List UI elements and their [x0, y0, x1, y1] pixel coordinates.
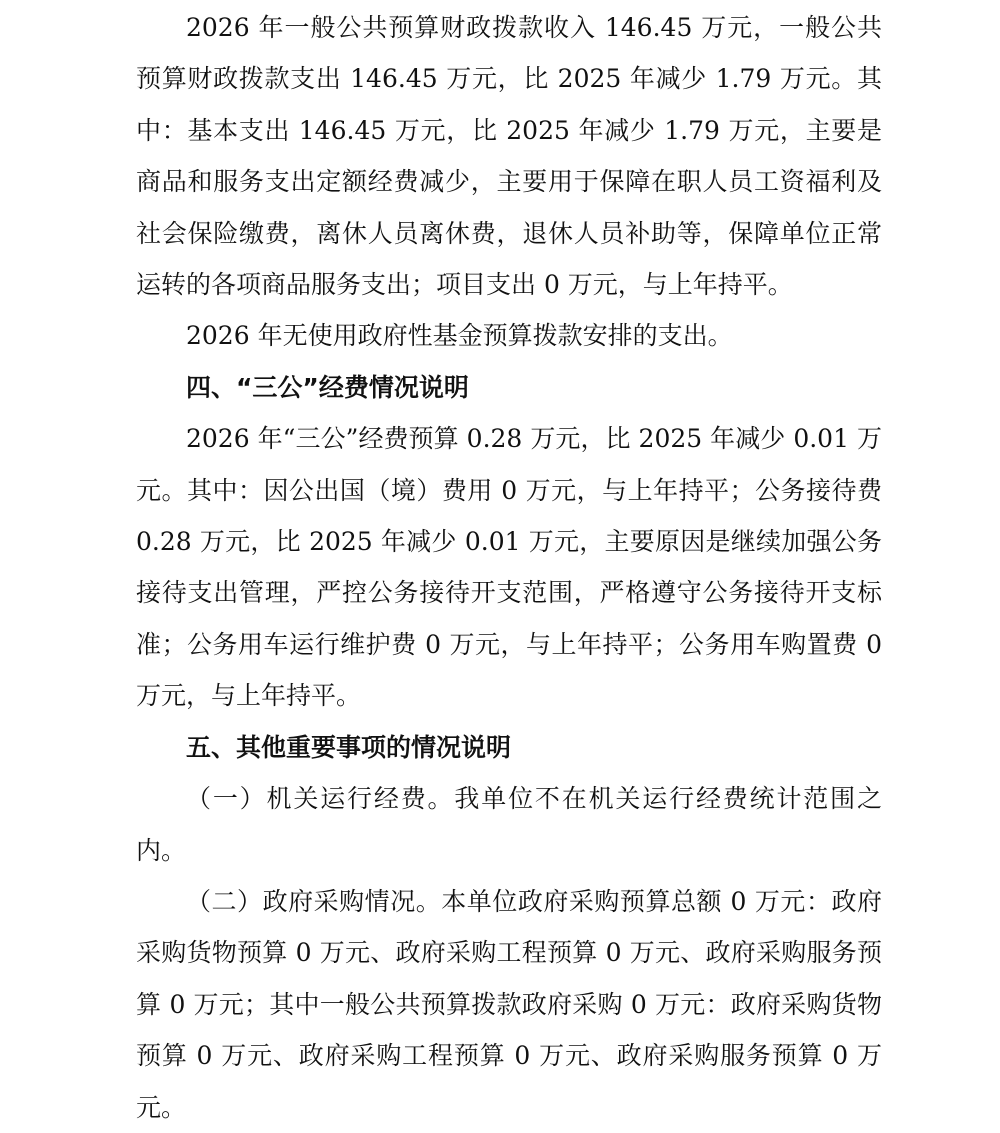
paragraph-government-fund: 2026 年无使用政府性基金预算拨款安排的支出。	[186, 321, 733, 351]
paragraph-agency-operating-expenses: （一）机关运行经费。我单位不在机关运行经费统计范围之内。	[136, 784, 882, 865]
document-page	[136, 2, 882, 1133]
paragraph-general-budget: 2026 年一般公共预算财政拨款收入 146.45 万元，一般公共预算财政拨款支出 146.45 万元，比 2025 年减少 1.79 万元。其中：基本支出 146.45 万元，比 2025 年减少 1.79 万元，主要是商品和服务支出定额经费减少，主要用于保障在职人员工资福利及社会保险缴费，离休人员离休费，退休人员补助等，保障单位正常运转的各项商品服务支出；项目支出 0 万元，与上年持平。	[136, 13, 882, 300]
section-heading-other-matters: 五、其他重要事项的情况说明	[186, 732, 512, 762]
paragraph-three-public-expenses: 2026 年“三公”经费预算 0.28 万元，比 2025 年减少 0.01 万元。其中：因公出国（境）费用 0 万元，与上年持平；公务接待费 0.28 万元，比 2025 年减少 0.01 万元，主要原因是继续加强公务接待支出管理，严控公务接待开支范围，严格遵守公务接待开支标准；公务用车运行维护费 0 万元，与上年持平；公务用车购置费 0 万元，与上年持平。	[136, 424, 882, 711]
paragraph-government-procurement: （二）政府采购情况。本单位政府采购预算总额 0 万元：政府采购货物预算 0 万元、政府采购工程预算 0 万元、政府采购服务预算 0 万元；其中一般公共预算拨款政府采购 0 万元：政府采购货物预算 0 万元、政府采购工程预算 0 万元、政府采购服务预算 0 万元。	[136, 886, 882, 1122]
section-heading-three-public: 四、“三公”经费情况说明	[186, 372, 469, 402]
